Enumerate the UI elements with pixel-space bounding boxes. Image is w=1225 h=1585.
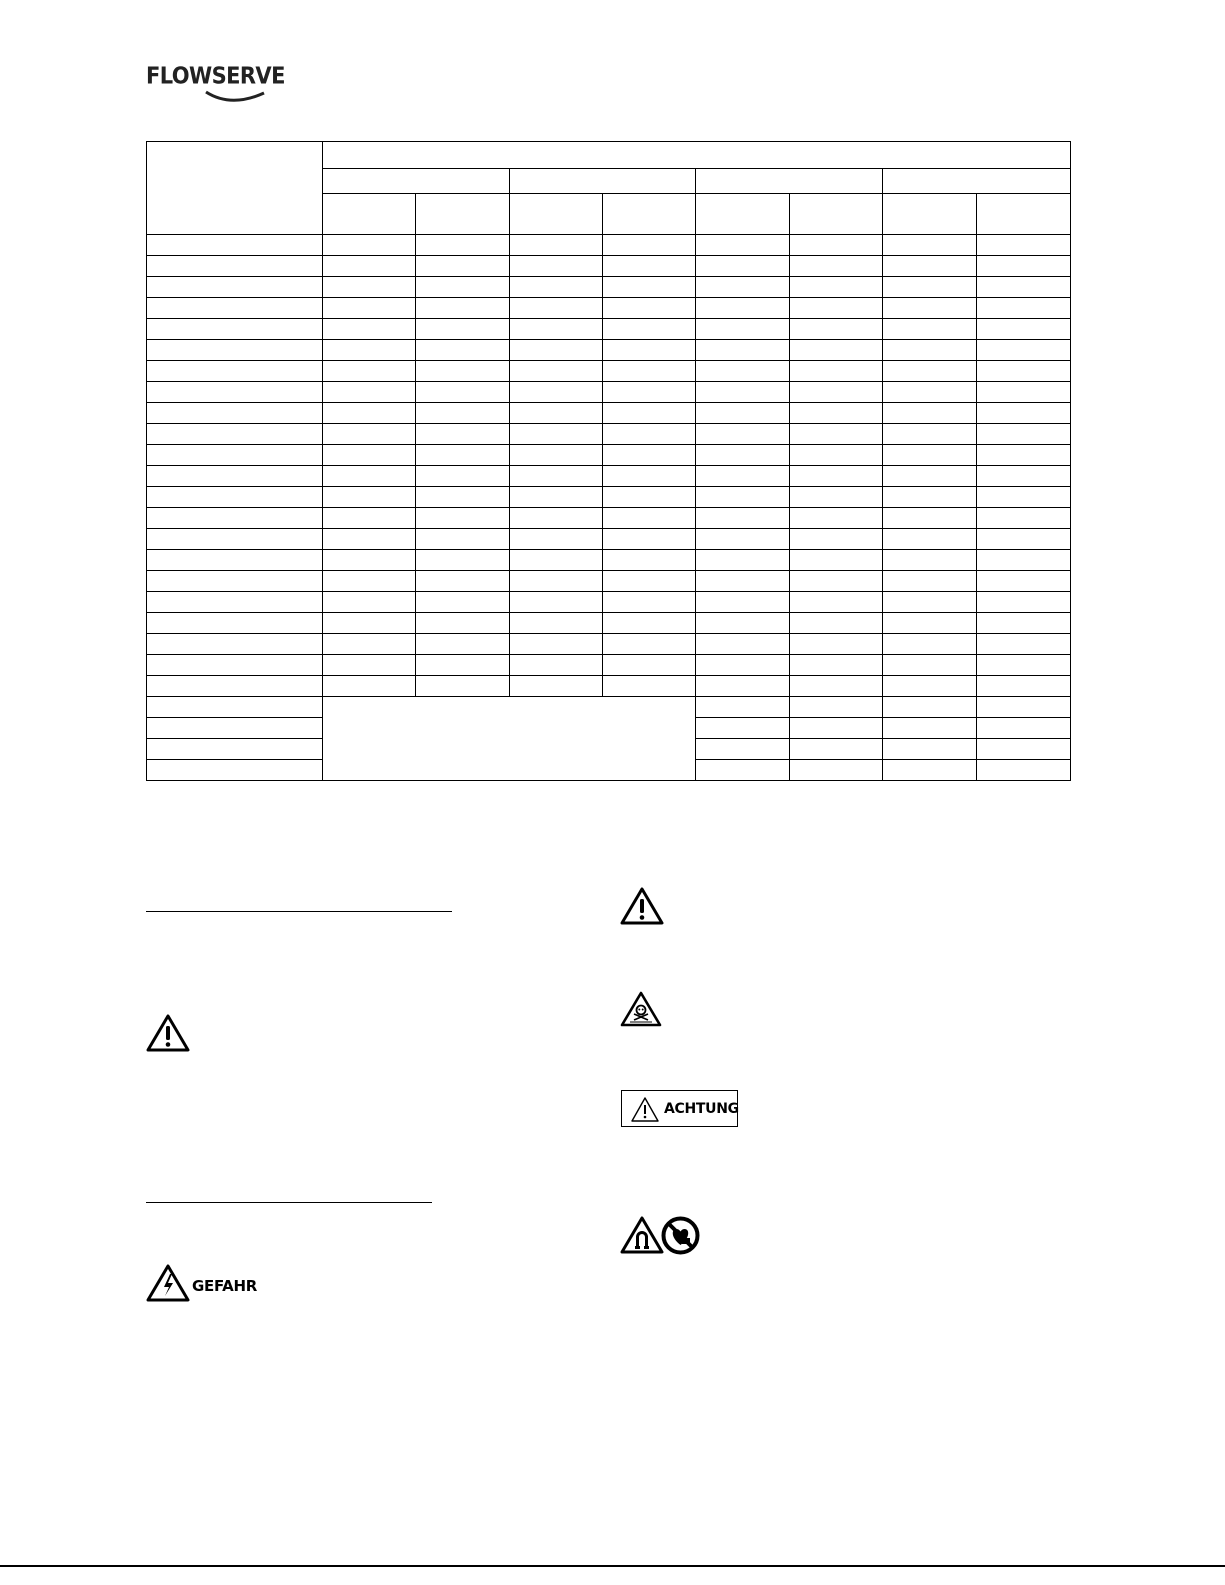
table-cell (510, 571, 603, 592)
table-cell (323, 319, 416, 340)
unit-cell (790, 194, 883, 235)
table-cell (416, 466, 510, 487)
table-cell (323, 298, 416, 319)
row-label-cell (147, 760, 323, 781)
table-cell (323, 235, 416, 256)
table-row (147, 487, 1071, 508)
table-cell (603, 508, 696, 529)
table-cell (603, 487, 696, 508)
table-cell (977, 403, 1071, 424)
table-cell (977, 466, 1071, 487)
table-cell (790, 676, 883, 697)
table-cell (790, 508, 883, 529)
column-group-header (323, 142, 1071, 169)
table-cell (977, 655, 1071, 676)
table-cell (603, 466, 696, 487)
table-row (147, 571, 1071, 592)
table-cell (883, 445, 977, 466)
table-row (147, 235, 1071, 256)
table-cell (790, 319, 883, 340)
row-label-cell (147, 445, 323, 466)
table-cell (790, 445, 883, 466)
table-cell (790, 382, 883, 403)
table-cell (510, 403, 603, 424)
table-cell (977, 382, 1071, 403)
table-cell (883, 361, 977, 382)
table-row (147, 508, 1071, 529)
table-cell (510, 613, 603, 634)
table-cell (510, 340, 603, 361)
table-cell (603, 235, 696, 256)
table-cell (790, 466, 883, 487)
row-header-corner (147, 142, 323, 235)
table-cell (510, 361, 603, 382)
table-cell (883, 382, 977, 403)
table-cell (510, 550, 603, 571)
table-cell (696, 340, 790, 361)
table-cell (603, 298, 696, 319)
table-row (147, 403, 1071, 424)
table-cell (603, 592, 696, 613)
table-cell (603, 676, 696, 697)
row-label-cell (147, 655, 323, 676)
table-cell (323, 466, 416, 487)
table-cell (883, 466, 977, 487)
table-cell (416, 529, 510, 550)
table-row (147, 424, 1071, 445)
flowserve-logo (146, 62, 286, 108)
table-cell (416, 571, 510, 592)
table-cell (323, 277, 416, 298)
table-cell (603, 256, 696, 277)
table-row (147, 550, 1071, 571)
table-cell (883, 739, 977, 760)
table-cell (696, 403, 790, 424)
row-label-cell (147, 361, 323, 382)
table-cell (977, 361, 1071, 382)
table-cell (603, 403, 696, 424)
table-cell (603, 571, 696, 592)
table-row (147, 697, 1071, 718)
table-cell (790, 697, 883, 718)
table-cell (510, 508, 603, 529)
table-cell (416, 256, 510, 277)
table-row (147, 340, 1071, 361)
table-cell (696, 571, 790, 592)
table-cell (416, 424, 510, 445)
table-cell (790, 298, 883, 319)
table-cell (323, 676, 416, 697)
table-cell (696, 655, 790, 676)
table-cell (603, 361, 696, 382)
table-cell (510, 298, 603, 319)
table-cell (510, 382, 603, 403)
table-cell (323, 529, 416, 550)
table-cell (603, 340, 696, 361)
table-cell (323, 655, 416, 676)
table-cell (977, 634, 1071, 655)
table-cell (323, 361, 416, 382)
table-cell (977, 550, 1071, 571)
table-cell (790, 571, 883, 592)
table-cell (603, 277, 696, 298)
table-row (147, 655, 1071, 676)
table-cell (323, 382, 416, 403)
table-row (147, 361, 1071, 382)
table-cell (323, 613, 416, 634)
table-cell (790, 235, 883, 256)
table-cell (510, 277, 603, 298)
table-cell (510, 466, 603, 487)
table-cell (883, 571, 977, 592)
merged-empty-cell (323, 697, 696, 781)
table-cell (416, 403, 510, 424)
table-cell (696, 592, 790, 613)
table-cell (416, 613, 510, 634)
table-cell (603, 319, 696, 340)
table-cell (510, 634, 603, 655)
table-cell (790, 655, 883, 676)
table-cell (323, 508, 416, 529)
table-cell (416, 634, 510, 655)
table-cell (323, 634, 416, 655)
row-label-cell (147, 277, 323, 298)
row-label-cell (147, 697, 323, 718)
table-cell (977, 340, 1071, 361)
table-cell (696, 319, 790, 340)
unit-cell (696, 194, 790, 235)
table-cell (510, 256, 603, 277)
table-cell (790, 340, 883, 361)
table-cell (790, 424, 883, 445)
table-cell (790, 634, 883, 655)
row-label-cell (147, 298, 323, 319)
caution-sign (621, 1090, 738, 1127)
table-cell (883, 403, 977, 424)
table-cell (883, 760, 977, 781)
table-cell (790, 760, 883, 781)
table-cell (977, 424, 1071, 445)
table-cell (696, 487, 790, 508)
row-label-cell (147, 340, 323, 361)
table-cell (883, 697, 977, 718)
table-cell (416, 298, 510, 319)
table-cell (696, 718, 790, 739)
table-cell (510, 487, 603, 508)
table-cell (883, 676, 977, 697)
table-cell (883, 634, 977, 655)
table-cell (883, 550, 977, 571)
section-rule-1 (146, 911, 452, 912)
column-subgroup-1 (323, 169, 510, 194)
table-row (147, 676, 1071, 697)
unit-cell (323, 194, 416, 235)
table-cell (977, 319, 1071, 340)
caution-icon (630, 1096, 660, 1123)
table-cell (977, 592, 1071, 613)
table-cell (883, 529, 977, 550)
table-cell (790, 613, 883, 634)
row-label-cell (147, 256, 323, 277)
table-cell (977, 676, 1071, 697)
table-cell (790, 277, 883, 298)
logo-wordmark: FLOWSERVE (146, 62, 285, 89)
table-cell (696, 760, 790, 781)
magnetic-field-hazard-icon (620, 1215, 664, 1255)
table-cell (416, 676, 510, 697)
row-label-cell (147, 571, 323, 592)
row-label-cell (147, 613, 323, 634)
table-cell (696, 256, 790, 277)
unit-cell (883, 194, 977, 235)
table-row (147, 382, 1071, 403)
table-cell (323, 445, 416, 466)
table-cell (510, 235, 603, 256)
table-cell (883, 340, 977, 361)
row-label-cell (147, 718, 323, 739)
table-cell (883, 424, 977, 445)
table-cell (323, 403, 416, 424)
table-cell (416, 592, 510, 613)
table-row (147, 613, 1071, 634)
table-cell (510, 424, 603, 445)
table-row (147, 466, 1071, 487)
table-cell (603, 529, 696, 550)
table-cell (883, 718, 977, 739)
table-cell (416, 361, 510, 382)
table-cell (510, 655, 603, 676)
table-row (147, 529, 1071, 550)
toxic-hazard-icon (620, 990, 662, 1028)
table-cell (883, 256, 977, 277)
table-cell (790, 550, 883, 571)
table-cell (603, 550, 696, 571)
caution-label: ACHTUNG (664, 1101, 739, 1117)
table-cell (977, 445, 1071, 466)
table-cell (416, 340, 510, 361)
table-cell (510, 319, 603, 340)
row-label-cell (147, 403, 323, 424)
table-cell (883, 592, 977, 613)
row-label-cell (147, 634, 323, 655)
table-cell (790, 487, 883, 508)
table-cell (696, 550, 790, 571)
row-label-cell (147, 487, 323, 508)
row-label-cell (147, 550, 323, 571)
table-cell (416, 508, 510, 529)
table-cell (977, 298, 1071, 319)
table-cell (883, 319, 977, 340)
footer-rule (0, 1565, 1225, 1567)
table-row (147, 298, 1071, 319)
table-cell (696, 235, 790, 256)
table-cell (883, 235, 977, 256)
table-cell (790, 529, 883, 550)
column-subgroup-2 (510, 169, 696, 194)
table-cell (977, 508, 1071, 529)
row-label-cell (147, 508, 323, 529)
table-cell (323, 592, 416, 613)
table-cell (883, 508, 977, 529)
table-cell (510, 592, 603, 613)
table-cell (696, 382, 790, 403)
row-label-cell (147, 529, 323, 550)
unit-cell (416, 194, 510, 235)
table-cell (510, 529, 603, 550)
table-cell (883, 613, 977, 634)
logo-swoosh-icon (146, 62, 286, 108)
table-cell (603, 655, 696, 676)
no-pacemaker-icon (661, 1216, 701, 1256)
table-cell (977, 739, 1071, 760)
table-cell (323, 256, 416, 277)
row-label-cell (147, 592, 323, 613)
row-label-cell (147, 676, 323, 697)
unit-cell (977, 194, 1071, 235)
table-cell (790, 739, 883, 760)
table-cell (977, 613, 1071, 634)
table-cell (696, 613, 790, 634)
table-cell (416, 550, 510, 571)
table-cell (696, 361, 790, 382)
warning-icon (146, 1013, 190, 1053)
table-cell (977, 487, 1071, 508)
table-cell (977, 571, 1071, 592)
table-cell (416, 319, 510, 340)
electrical-hazard-icon (146, 1263, 190, 1303)
table-cell (416, 655, 510, 676)
table-cell (977, 718, 1071, 739)
row-label-cell (147, 235, 323, 256)
row-label-cell (147, 382, 323, 403)
table-cell (696, 466, 790, 487)
table-cell (977, 760, 1071, 781)
table-cell (696, 424, 790, 445)
section-rule-2 (146, 1202, 432, 1203)
table-row (147, 634, 1071, 655)
table-cell (696, 277, 790, 298)
table-cell (883, 655, 977, 676)
table-cell (416, 277, 510, 298)
table-cell (977, 256, 1071, 277)
column-subgroup-4 (883, 169, 1071, 194)
table-cell (696, 445, 790, 466)
table-cell (416, 235, 510, 256)
table-cell (603, 424, 696, 445)
table-cell (510, 445, 603, 466)
table-cell (603, 382, 696, 403)
table-cell (790, 256, 883, 277)
table-cell (416, 445, 510, 466)
danger-label: GEFAHR (192, 1277, 257, 1295)
warning-icon (620, 886, 664, 926)
table-cell (977, 235, 1071, 256)
table-cell (603, 445, 696, 466)
table-cell (790, 592, 883, 613)
unit-cell (603, 194, 696, 235)
table-row (147, 445, 1071, 466)
row-label-cell (147, 739, 323, 760)
table-cell (416, 382, 510, 403)
table-row (147, 592, 1071, 613)
table-cell (323, 340, 416, 361)
table-cell (883, 487, 977, 508)
table-row (147, 277, 1071, 298)
data-table (146, 141, 1071, 781)
table-cell (883, 298, 977, 319)
row-label-cell (147, 424, 323, 445)
table-row (147, 319, 1071, 340)
row-label-cell (147, 466, 323, 487)
table-cell (696, 676, 790, 697)
table-cell (510, 676, 603, 697)
table-cell (977, 529, 1071, 550)
table-cell (883, 277, 977, 298)
row-label-cell (147, 319, 323, 340)
table-cell (603, 634, 696, 655)
table-cell (323, 424, 416, 445)
table-cell (323, 487, 416, 508)
unit-cell (510, 194, 603, 235)
table-cell (790, 361, 883, 382)
table-cell (416, 487, 510, 508)
table-cell (323, 571, 416, 592)
table-cell (323, 550, 416, 571)
table-row (147, 256, 1071, 277)
column-subgroup-3 (696, 169, 883, 194)
table-cell (603, 613, 696, 634)
table-cell (696, 634, 790, 655)
table-cell (696, 697, 790, 718)
table-cell (696, 529, 790, 550)
table-cell (790, 403, 883, 424)
table-cell (696, 298, 790, 319)
table-cell (977, 697, 1071, 718)
table-cell (696, 739, 790, 760)
table-cell (790, 718, 883, 739)
table-cell (977, 277, 1071, 298)
table-cell (696, 508, 790, 529)
